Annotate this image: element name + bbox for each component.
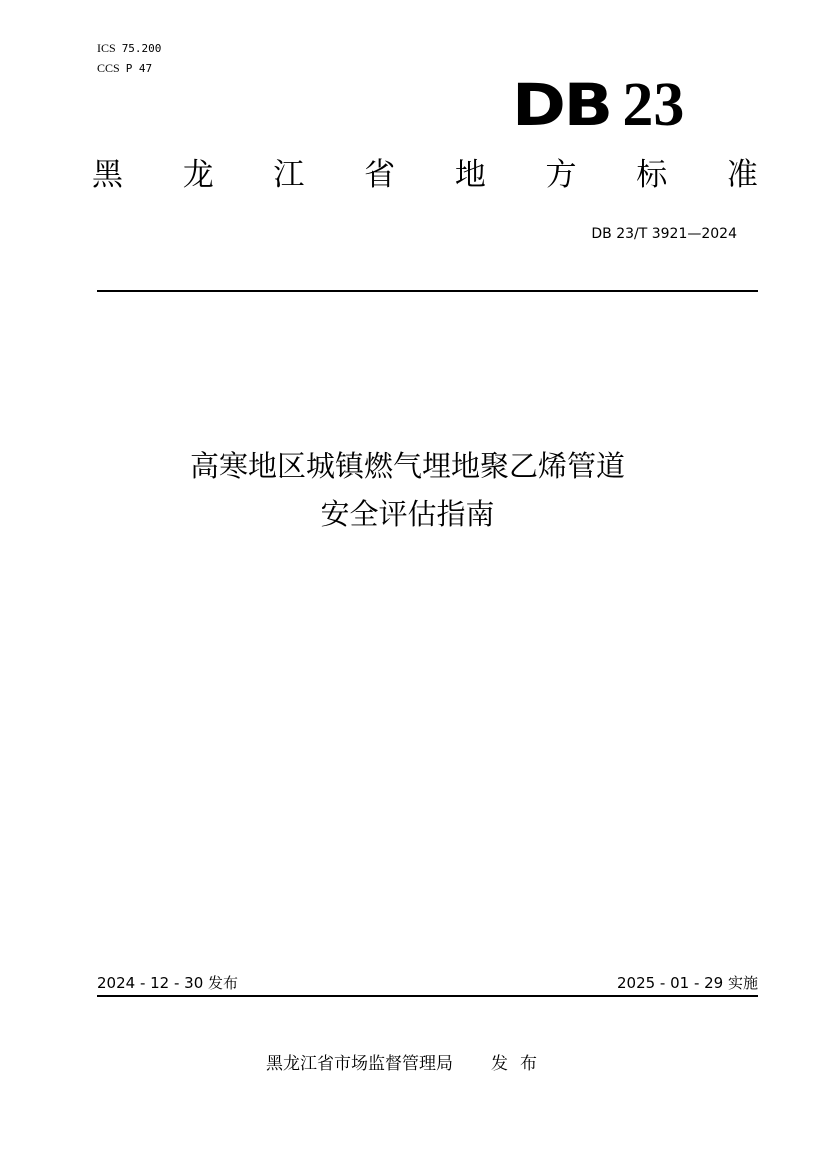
heading-char: 江 (273, 157, 305, 193)
ics-value: 75.200 (121, 42, 162, 55)
heading-char: 黑 (92, 157, 123, 193)
document-title-line-2: 安全评估指南 (320, 497, 495, 531)
ccs-value: P 47 (125, 62, 153, 75)
footer-divider (97, 995, 758, 997)
db-mark-number: 23 (622, 71, 685, 139)
ccs-code (97, 60, 152, 77)
header-divider (97, 290, 758, 292)
ics-label: ICS (97, 41, 116, 55)
issuer-name: 黑龙江省市场监督管理局 (266, 1054, 453, 1074)
heading-char: 准 (726, 157, 758, 193)
ccs-label: CCS (97, 61, 120, 75)
standard-type-heading (92, 153, 758, 197)
heading-char: 方 (545, 157, 577, 193)
heading-char: 标 (636, 157, 668, 193)
document-title-line-1: 高寒地区城镇燃气埋地聚乙烯管道 (189, 449, 625, 483)
issuer-action: 发布 (491, 1054, 549, 1074)
ics-code (97, 40, 161, 57)
standard-number: DB 23/T 3921—2024 (591, 226, 737, 242)
release-date: 2024 - 12 - 30 发布 (97, 974, 239, 992)
implementation-date: 2025 - 01 - 29 实施 (616, 974, 758, 992)
heading-char: 龙 (182, 157, 214, 193)
heading-char: 省 (364, 157, 396, 193)
issuer-line (0, 1052, 815, 1076)
db-standard-mark (512, 66, 685, 139)
heading-char: 地 (454, 157, 486, 193)
db-mark-letters: DB (512, 71, 611, 139)
